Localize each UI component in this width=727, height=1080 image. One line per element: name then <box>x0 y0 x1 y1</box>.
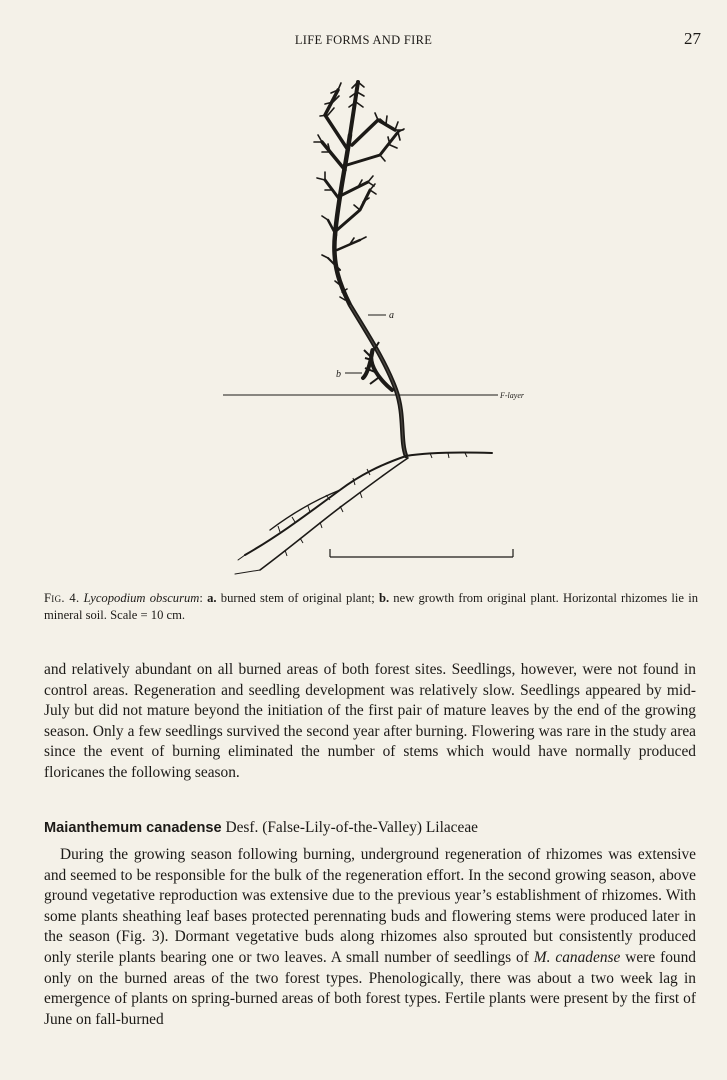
figure-number: Fig. 4. <box>44 591 80 605</box>
figure-caption <box>44 590 698 624</box>
body-paragraph-2 <box>44 845 696 1030</box>
leaf-texture <box>314 82 404 300</box>
caption-colon: : <box>199 591 203 605</box>
section-heading-species: Maianthemum canadense <box>44 820 222 836</box>
plant-illustration <box>200 60 560 580</box>
body-paragraph-2-part2: were found only on the burned areas of the two forest types. Phenologically, there was about a two week lag in emergence of plants on spring-burned areas of both forest types. Fertile plants were present by the first of June on fall-burned <box>44 948 696 1028</box>
page-number: 27 <box>684 29 701 48</box>
section-heading <box>44 818 696 838</box>
caption-text-b: new growth from original plant. Horizontal rhizomes lie in mineral soil. Scale = 10 cm. <box>44 591 699 622</box>
scale-bar <box>330 549 513 557</box>
running-title: LIFE FORMS AND FIRE <box>294 33 433 47</box>
rhizomes <box>235 452 492 574</box>
caption-key-a: a. <box>207 591 217 605</box>
label-b: b <box>336 369 341 380</box>
plant-drawing-svg <box>200 60 560 580</box>
body-paragraph-1: and relatively abundant on all burned areas of both forest sites. Seedlings, however, were not found in control areas. Regeneration and seedling development was relatively slow. Seedlings appeared by mid-July but did not mature beyond the initiation of the first pair of mature leaves by the end of the growing season. Only a few seedlings survived the second year after burning. Flowering was rare in the study area since the event of burning eliminated the number of stems which would have normally produced floricanes the following season. <box>44 661 696 781</box>
caption-text-a: burned stem of original plant; <box>216 591 379 605</box>
caption-key-b: b. <box>378 591 390 605</box>
label-f-layer: F-layer <box>500 391 524 400</box>
caption-species: Lycopodium obscurum <box>83 591 200 605</box>
label-a: a <box>389 310 394 321</box>
rhizome-roots <box>278 453 467 556</box>
body-paragraph-2-italic: M. canadense <box>533 948 621 966</box>
body-paragraph-2-part1: During the growing season following burning, underground regeneration of rhizomes was extensive and seemed to be responsible for the bulk of the regeneration effort. In the second growing season, above ground vegetative reproduction was extensive due to the previous year’s establishment of rhizomes. With some plants sheathing leaf bases protected perennating buds and flowering stems were produced later in the season (Fig. 3). Dormant vegetative buds along rhizomes also sprouted but consistently produced only sterile plants bearing one or two leaves. A small number of seedlings of <box>44 846 696 966</box>
section-heading-rest: Desf. (False-Lily-of-the-Valley) Lilaceae <box>221 819 479 836</box>
